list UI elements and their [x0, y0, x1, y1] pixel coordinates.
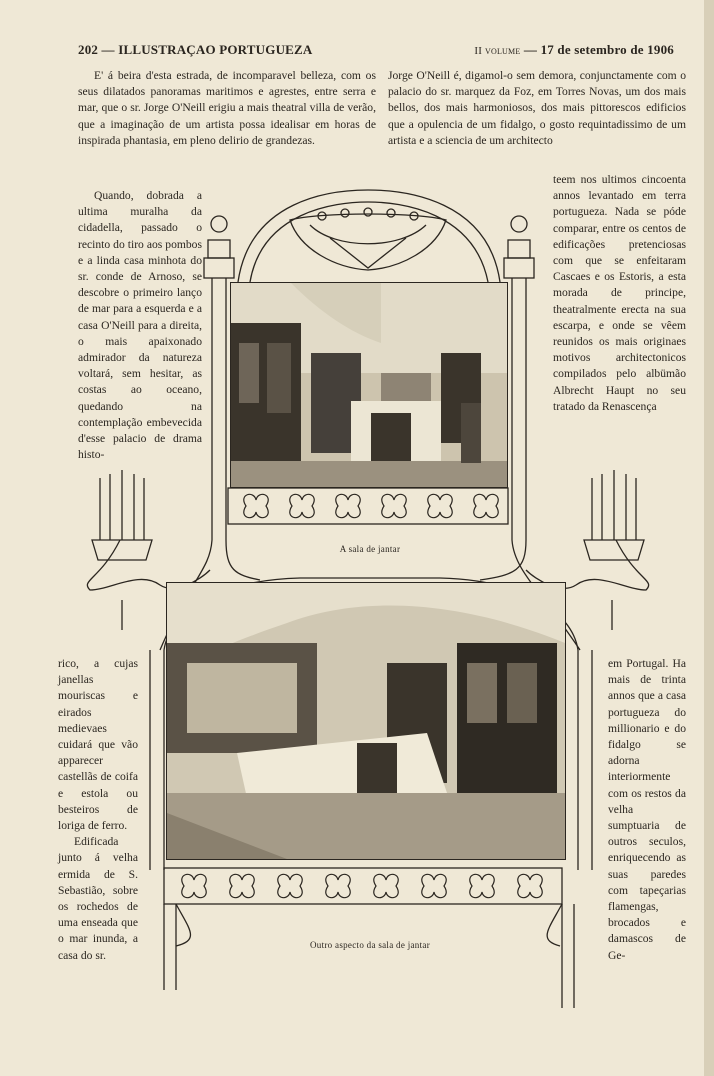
paragraph-intro: E' á beira d'esta estrada, de incomparavel belleza, com os seus dilatados panoramas maritimos e agrestes, entre serra e mar, que o sr. Jorge O'Neill erigiu a mais theatral villa de verão, que a imaginação de um artista possa idealisar em horas de inspirada phantasia, em pleno delirio de grandezas. [78, 69, 376, 147]
paragraph-right-narrow: teem nos ultimos cincoenta annos levantado em terra portugueza. Nada se póde comparar, entre os centos de edificações pretenciosas com que se enfeitaram Cascaes e os Estoris, a esta morada de principe, theatralmente erecta na sua escarpa, e onde se vêem reunidos os mais originaes motivos architectonicos compilados pelo albümão Albrecht Haupt no seu tratado da Renascença [553, 173, 686, 413]
paragraph-left-bottom: rico, a cujas janellas mouriscas e eirados medievaes cuidará que vão apparecer castellãs de coifa e estola ou besteiros de loriga de ferro. [58, 657, 138, 833]
paragraph-right-intro: Jorge O'Neill é, digamol-o sem demora, conjunctamente com o palacio do sr. marquez da Foz, em Torres Novas, um dos mais bellos, dos mais harmoniosos, dos mais pittorescos edificios que a opulencia de um fidalgo, o gosto requintadissimo de um artista e a sciencia de um architecto [388, 69, 686, 147]
photo-dining-room-top [230, 282, 508, 488]
paragraph-left-bottom-2: Edificada junto á velha ermida de S. Sebastião, sobre os rochedos de uma enseada que o mar inunda, a casa do sr. [58, 835, 138, 962]
paragraph-right-bottom: em Portugal. Ha mais de trinta annos que a casa portugueza do millionario e do fidalgo se adorna interiormente com os restos da velha sumptuaria de outros seculos, enriquecendo as suas paredes com tapeçarias flamengas, brocados e damascos de Ge- [608, 657, 686, 962]
page-number: 202 [78, 42, 99, 57]
publication-title: ILLUSTRAÇAO PORTUGUEZA [118, 42, 313, 57]
volume-label: II volume [474, 45, 521, 57]
quatrefoil-band-bottom [182, 874, 542, 897]
page-edge [704, 0, 714, 1076]
photo-dining-room-bottom [166, 582, 566, 860]
header-left: 202 — ILLUSTRAÇAO PORTUGUEZA [78, 42, 313, 57]
paragraph-left-narrow: Quando, dobrada a ultima muralha da cidadella, passado o recinto do tiro aos pombos e a linda casa minhota do sr. conde de Arnoso, se descobre o primeiro lanço de mar para a esquerda e a casa O'Neill para a direita, o mais apaixonado admirador da natureza voltará, sem hesitar, as costas ao oceano, quedando na contemplação embevecida d'esse palacio de drama histo- [78, 189, 202, 462]
header-right: II volume — 17 de setembro de 1906 [474, 42, 674, 57]
quatrefoil-band-top [244, 494, 498, 517]
caption-bottom: Outro aspecto da sala de jantar [309, 940, 430, 950]
issue-date: 17 de setembro de 1906 [540, 42, 674, 57]
caption-top: A sala de jantar [339, 544, 401, 554]
